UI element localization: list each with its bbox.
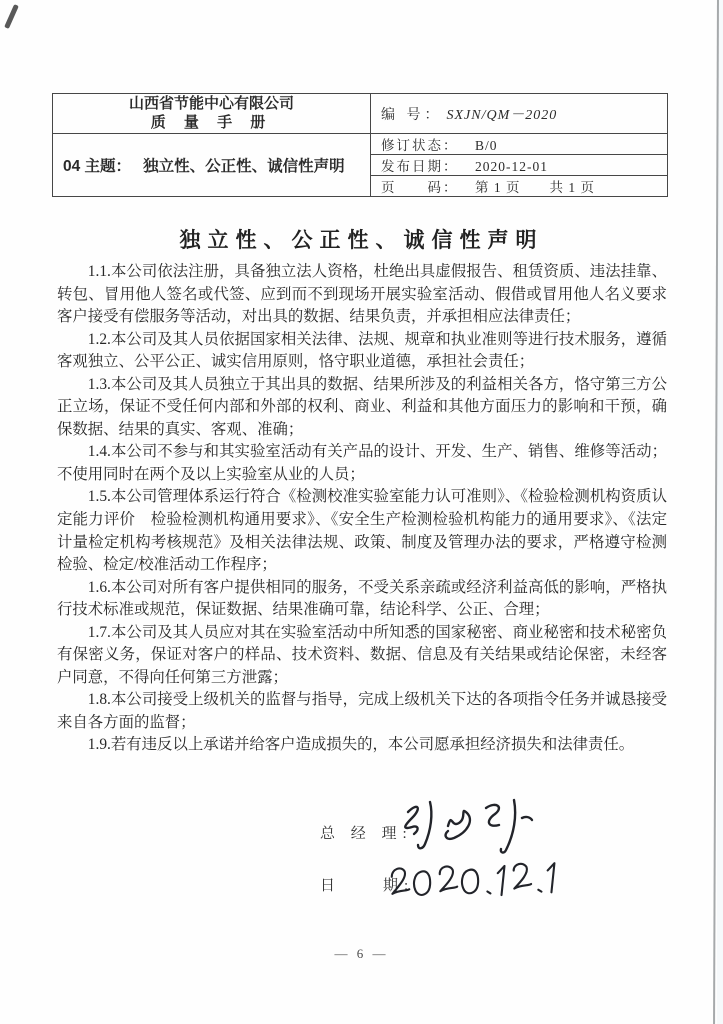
scan-artifact-mark xyxy=(4,4,19,29)
page-code-label: 页 码： xyxy=(381,180,459,195)
subject-value: 独立性、公正性、诚信性声明 xyxy=(143,158,345,175)
paragraph-1-4: 1.4.本公司不参与和其实验室活动有关产品的设计、开发、生产、销售、维修等活动；不使用同时在两个及以上实验室从业的人员； xyxy=(57,443,667,483)
page-code-cell xyxy=(371,176,668,197)
revision-cell xyxy=(371,134,668,155)
company-cell xyxy=(53,94,371,134)
subject-cell xyxy=(53,134,371,197)
subject-label: 04 主题： xyxy=(63,158,132,175)
document-header-table xyxy=(52,93,668,197)
company-name: 山西省节能中心有限公司 xyxy=(128,94,294,112)
paragraph-1-7: 1.7.本公司及其人员应对其在实验室活动中所知悉的国家秘密、商业秘密和技术秘密负有保密义务，保证对客户的样品、技术资料、数据、信息及有关结果或结论保密，未经客户同意，不得向任何第三方泄露； xyxy=(57,623,667,686)
doc-number-label: 编 号： xyxy=(381,107,443,123)
doc-number-value: SXJN/QM－2020 xyxy=(446,107,558,123)
paragraph-1-6: 1.6.本公司对所有客户提供相同的服务，不受关系亲疏或经济利益高低的影响，严格执行技术标准或规范，保证数据、结果准确可靠，结论科学、公正、合理； xyxy=(57,578,667,619)
doc-number-cell xyxy=(371,94,668,134)
paragraph-1-5: 1.5.本公司管理体系运行符合《检测校准实验室能力认可准则》、《检验检测机构资质认定能力评价 检验检测机构通用要求》、《安全生产检测检验机构能力的通用要求》、《法定计量检定机构考核规范》及相关法律法规、政策、制度及管理办法的要求，严格遵守检测检验、检定/校准活动工作程序； xyxy=(57,488,667,574)
paragraph-1-3: 1.3.本公司及其人员独立于其出具的数据、结果所涉及的利益相关各方，恪守第三方公正立场，保证不受任何内部和外部的权利、商业、利益和其他方面压力的影响和干预，确保数据、结果的真实、客观、准确； xyxy=(57,375,667,438)
handwritten-date xyxy=(387,855,561,907)
issue-date-value: 2020-12-01 xyxy=(475,159,548,174)
handwritten-signature xyxy=(396,796,538,864)
paragraph-1-9: 1.9.若有违反以上承诺并给客户造成损失的，本公司愿承担经济损失和法律责任。 xyxy=(87,736,635,754)
general-manager-label: 总 经 理: xyxy=(320,826,413,842)
paragraph-1-1: 1.1.本公司依法注册，具备独立法人资格，杜绝出具虚假报告、租赁资质、违法挂靠、转包、冒用他人签名或代签、应到而不到现场开展实验室活动、假借或冒用他人名义要求客户接受有偿服务等活动，对出具的数据、结果负责，并承担相应法律责任； xyxy=(57,263,667,326)
revision-value: B/0 xyxy=(475,138,498,153)
declaration-body xyxy=(57,261,667,757)
date-label: 日 期: xyxy=(320,878,415,894)
document-title: 独立性、公正性、诚信性声明 xyxy=(179,229,544,252)
manual-title: 质 量 手 册 xyxy=(150,113,273,131)
page-code-value: 第 1 页 共 1 页 xyxy=(475,180,595,195)
footer-page-number: — 6 — xyxy=(334,946,389,961)
issue-date-cell xyxy=(371,155,668,176)
issue-date-label: 发布日期： xyxy=(381,159,459,174)
paragraph-1-8: 1.8.本公司接受上级机关的监督与指导，完成上级机关下达的各项指令任务并诚恳接受来自各方面的监督； xyxy=(57,691,667,731)
revision-label: 修订状态： xyxy=(381,138,459,153)
paragraph-1-2: 1.2.本公司及其人员依据国家相关法律、法规、规章和执业准则等进行技术服务，遵循客观独立、公平公正、诚实信用原则，恪守职业道德，承担社会责任； xyxy=(57,330,667,371)
